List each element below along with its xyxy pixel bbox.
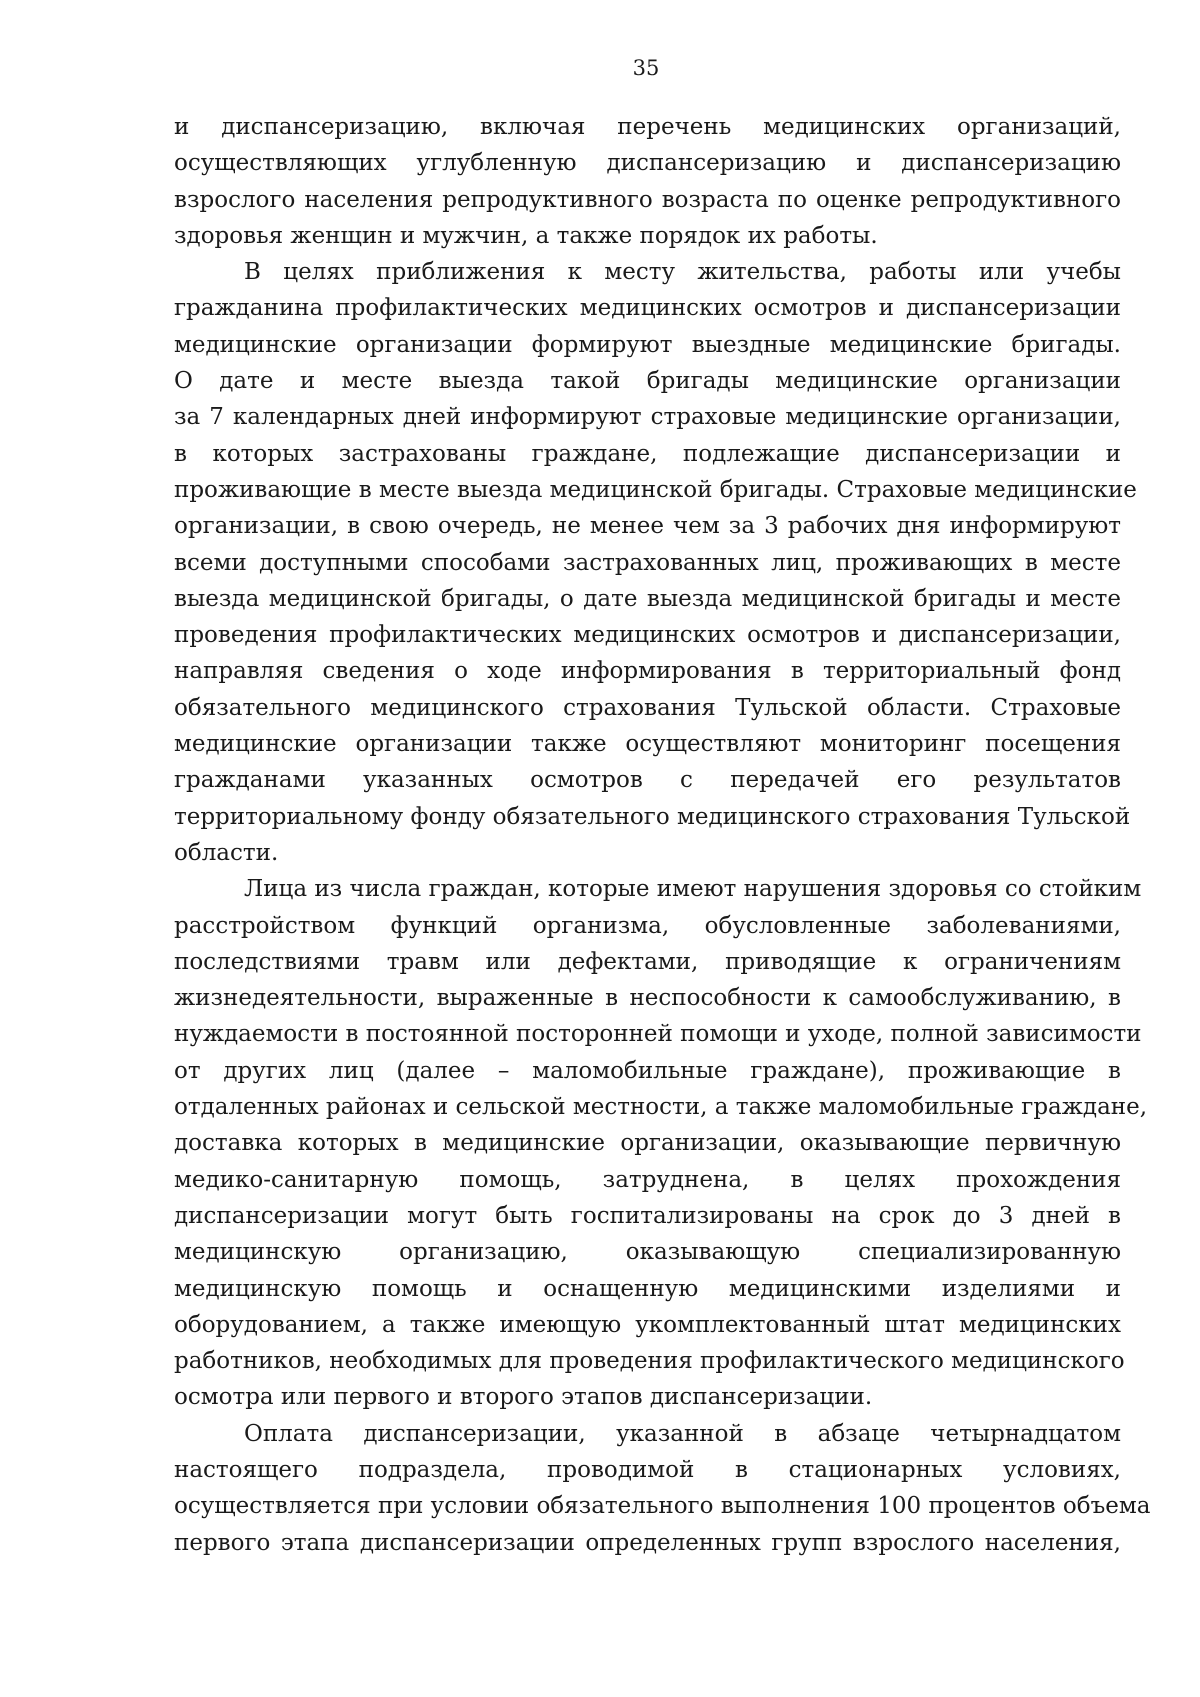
text-line: доставка которых в медицинские организации, оказывающие первичную	[174, 1130, 1121, 1157]
text-line: расстройством функций организма, обусловленные заболеваниями,	[174, 912, 1121, 939]
text-line: медицинскую помощь и оснащенную медицинскими изделиями и	[174, 1275, 1121, 1302]
text-line: настоящего подраздела, проводимой в стационарных условиях,	[174, 1456, 1121, 1483]
text-line: последствиями травм или дефектами, приводящие к ограничениям	[174, 948, 1121, 975]
text-line: медико-санитарную помощь, затруднена, в целях прохождения	[174, 1166, 1121, 1193]
text-line: всеми доступными способами застрахованных лиц, проживающих в месте	[174, 549, 1121, 576]
text-line: и диспансеризацию, включая перечень медицинских организаций,	[174, 114, 1121, 140]
text-line: работников, необходимых для проведения профилактического медицинского	[174, 1348, 1125, 1375]
text-line: направляя сведения о ходе информирования в территориальный фонд	[174, 658, 1121, 685]
text-line: осуществляющих углубленную диспансеризацию и диспансеризацию	[174, 150, 1121, 177]
text-line: выезда медицинской бригады, о дате выезда медицинской бригады и месте	[174, 585, 1121, 612]
document-body	[174, 109, 1151, 1561]
text-line: взрослого населения репродуктивного возраста по оценке репродуктивного	[174, 186, 1121, 213]
text-line: проживающие в месте выезда медицинской бригады. Страховые медицинские	[174, 476, 1137, 503]
text-line: в которых застрахованы граждане, подлежащие диспансеризации и	[174, 440, 1121, 467]
text-line: медицинскую организацию, оказывающую специализированную	[174, 1239, 1121, 1266]
text-line: организации, в свою очередь, не менее чем за 3 рабочих дня информируют	[174, 513, 1121, 540]
text-line: В целях приближения к месту жительства, работы или учебы	[244, 259, 1121, 286]
paragraph	[174, 254, 1137, 871]
text-line: гражданами указанных осмотров с передачей его результатов	[174, 767, 1121, 794]
text-line: осмотра или первого и второго этапов диспансеризации.	[174, 1384, 873, 1411]
text-line: осуществляется при условии обязательного выполнения 100 процентов объема	[174, 1493, 1151, 1520]
text-line: обязательного медицинского страхования Тульской области. Страховые	[174, 694, 1121, 721]
text-line: диспансеризации могут быть госпитализированы на срок до 3 дней в	[174, 1202, 1121, 1229]
paragraph	[174, 1416, 1151, 1561]
text-line: первого этапа диспансеризации определенных групп взрослого населения,	[174, 1529, 1121, 1556]
text-line: медицинские организации также осуществляют мониторинг посещения	[174, 731, 1121, 758]
text-line: области.	[174, 839, 279, 866]
text-line: Оплата диспансеризации, указанной в абзаце четырнадцатом	[244, 1420, 1121, 1447]
text-line: территориальному фонду обязательного медицинского страхования Тульской	[174, 803, 1131, 830]
text-line: жизнедеятельности, выраженные в неспособности к самообслуживанию, в	[174, 985, 1121, 1012]
text-line: от других лиц (далее – маломобильные граждане), проживающие в	[174, 1057, 1121, 1084]
page-number: 35	[632, 56, 660, 80]
text-line: нуждаемости в постоянной посторонней помощи и уходе, полной зависимости	[174, 1021, 1142, 1048]
text-line: оборудованием, а также имеющую укомплектованный штат медицинских	[174, 1311, 1121, 1338]
text-line: О дате и месте выезда такой бригады медицинские организации	[174, 368, 1121, 395]
text-line: за 7 календарных дней информируют страховые медицинские организации,	[174, 404, 1121, 431]
text-line: отдаленных районах и сельской местности, а также маломобильные граждане,	[174, 1094, 1148, 1121]
text-line: проведения профилактических медицинских осмотров и диспансеризации,	[174, 622, 1121, 649]
text-line: гражданина профилактических медицинских осмотров и диспансеризации	[174, 295, 1121, 322]
text-line: здоровья женщин и мужчин, а также порядок их работы.	[174, 222, 878, 249]
text-line: Лица из числа граждан, которые имеют нарушения здоровья со стойким	[244, 876, 1142, 903]
paragraph	[174, 109, 1121, 254]
text-line: медицинские организации формируют выездные медицинские бригады.	[174, 331, 1121, 358]
paragraph	[174, 871, 1148, 1415]
